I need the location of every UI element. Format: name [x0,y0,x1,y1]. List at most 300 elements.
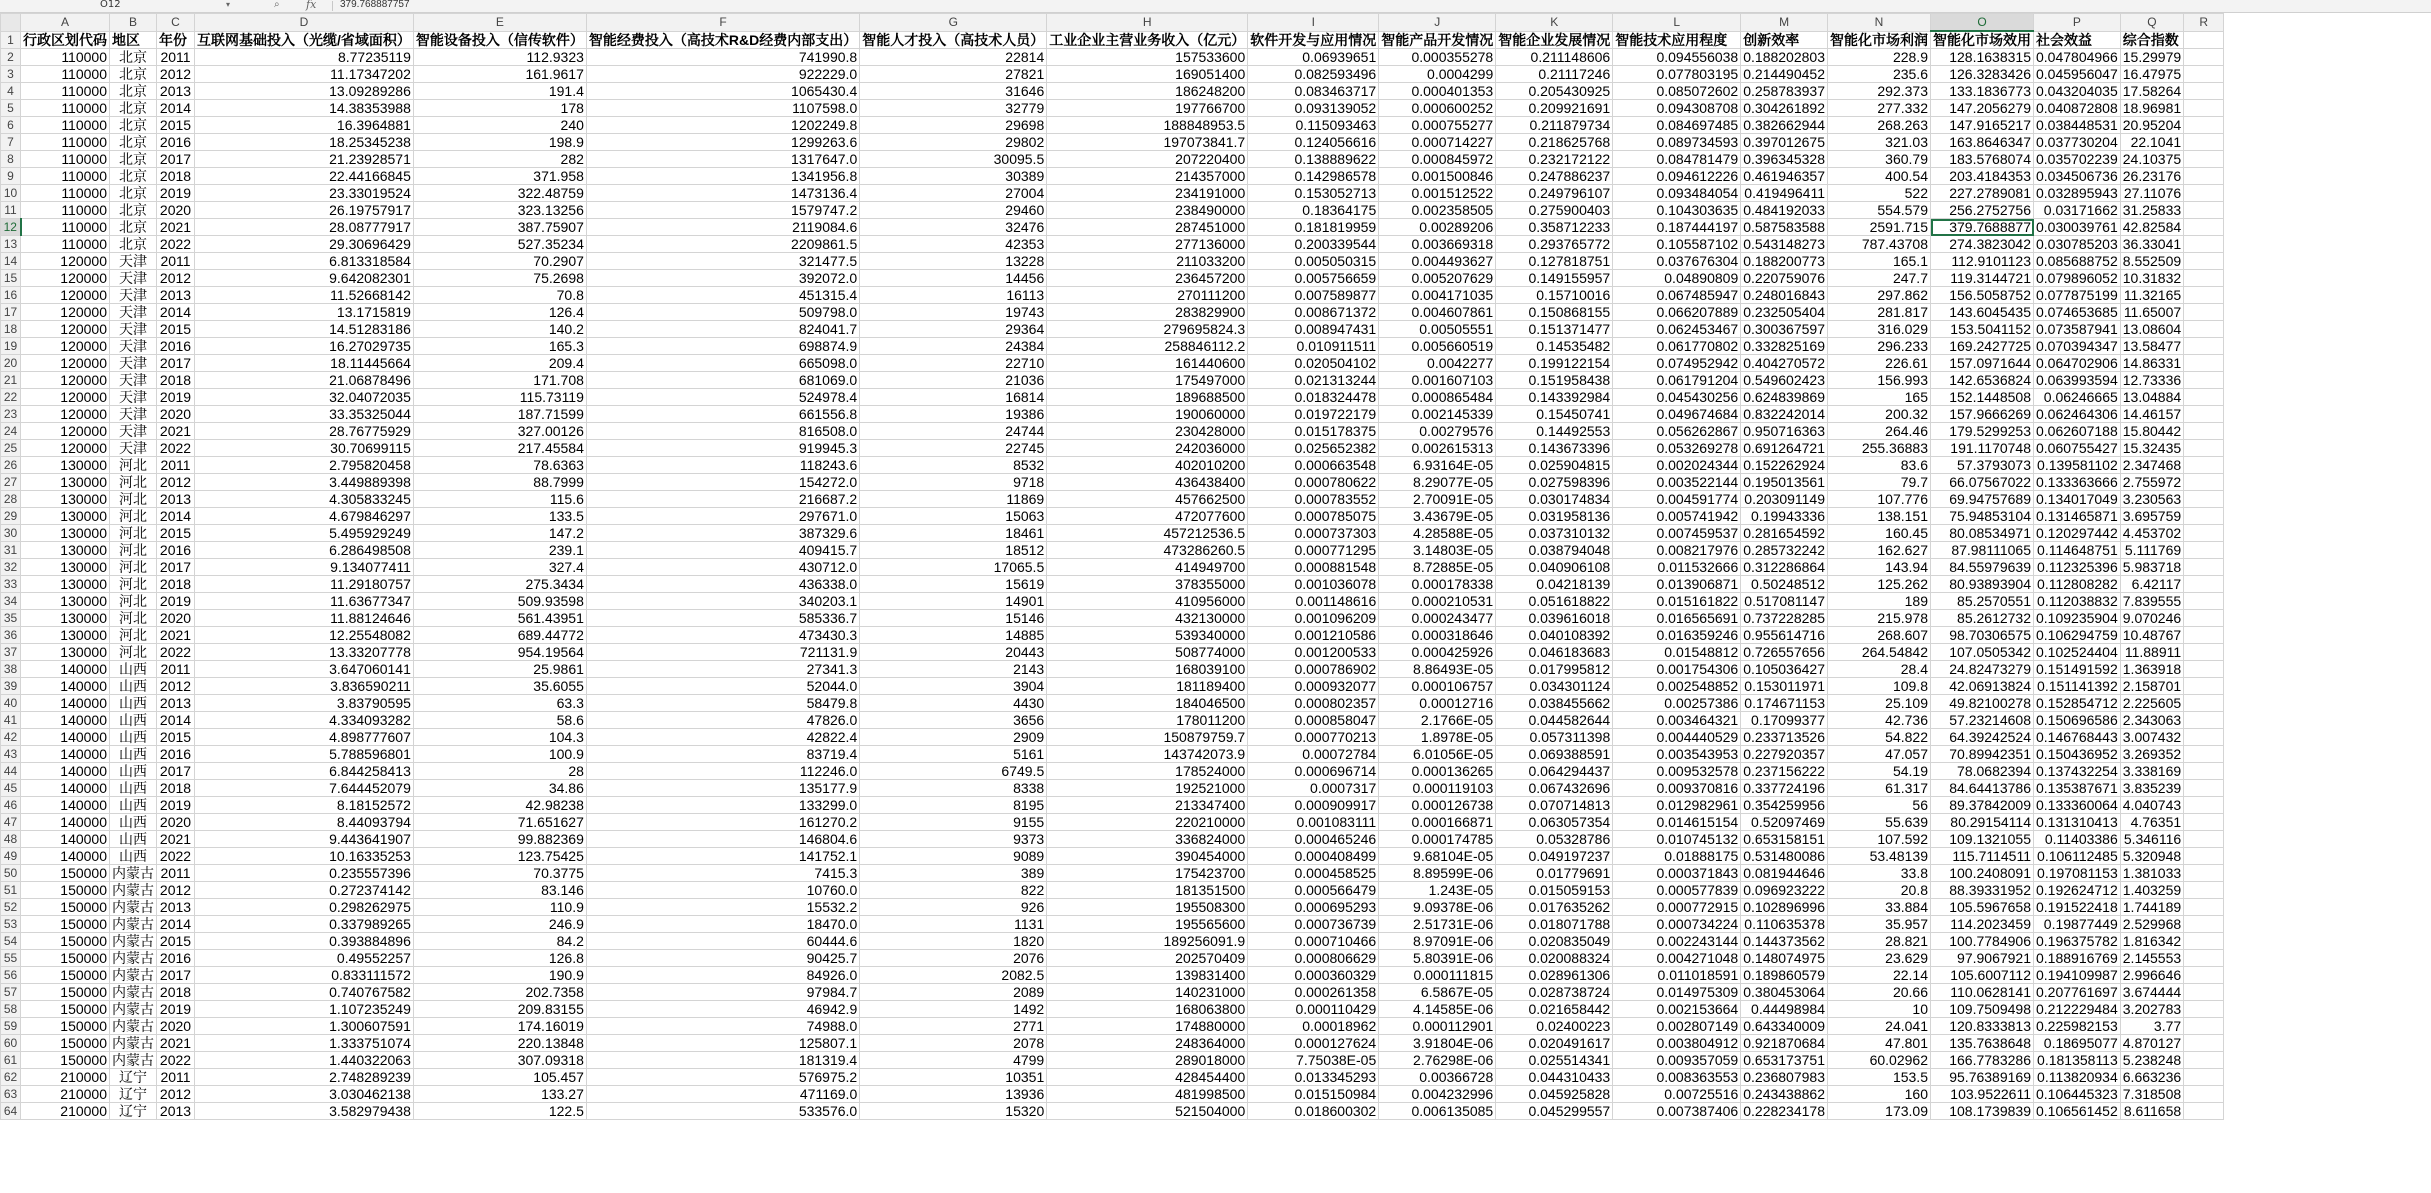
cell[interactable] [2184,542,2224,559]
cell[interactable]: 0.011018591 [1613,967,1741,984]
cell[interactable]: 4.14585E-06 [1379,1001,1496,1018]
cell[interactable]: 414949700 [1047,559,1248,576]
cell[interactable]: 281.817 [1828,304,1931,321]
cell[interactable]: 0.018324478 [1248,389,1379,406]
cell[interactable]: 0.281654592 [1741,525,1828,542]
cell[interactable]: 15532.2 [586,899,859,916]
row-header[interactable]: 49 [1,848,21,865]
cell[interactable]: 0.074952942 [1613,355,1741,372]
cell[interactable]: 0.037310132 [1496,525,1613,542]
cell[interactable]: 0.726557656 [1741,644,1828,661]
cell[interactable]: 2015 [157,729,195,746]
cell[interactable]: 110000 [21,185,110,202]
cell[interactable]: 28.4 [1828,661,1931,678]
cell[interactable]: 22710 [860,355,1047,372]
cell[interactable]: 33.884 [1828,899,1931,916]
cell[interactable]: 1317647.0 [586,151,859,168]
cell[interactable]: 9.070246 [2120,610,2183,627]
cell[interactable]: 2021 [157,219,195,236]
row-header[interactable]: 4 [1,83,21,100]
cell[interactable]: 0.063057354 [1496,814,1613,831]
row-header[interactable]: 61 [1,1052,21,1069]
cell[interactable] [2184,219,2224,236]
cell[interactable]: 0.396345328 [1741,151,1828,168]
cell[interactable]: 0.003543953 [1613,746,1741,763]
cell[interactable]: 922229.0 [586,66,859,83]
cell[interactable]: 174880000 [1047,1018,1248,1035]
cell[interactable]: 10 [1828,1001,1931,1018]
cell[interactable]: 16113 [860,287,1047,304]
cell[interactable]: 9.642082301 [195,270,414,287]
row-header[interactable]: 1 [1,31,21,49]
cell[interactable]: 0.093484054 [1613,185,1741,202]
cell[interactable]: 0.003669318 [1379,236,1496,253]
cell[interactable]: 0.18695077 [2034,1035,2121,1052]
cell[interactable]: 0.587583588 [1741,219,1828,236]
cell[interactable]: 0.272374142 [195,882,414,899]
cell[interactable]: 387329.6 [586,525,859,542]
cell[interactable]: 辽宁 [110,1069,157,1086]
cell[interactable]: 2119084.6 [586,219,859,236]
cell[interactable]: 296.233 [1828,338,1931,355]
cell[interactable]: 3.77 [2120,1018,2183,1035]
cell[interactable]: 70.89942351 [1931,746,2034,763]
cell[interactable]: 0.015161822 [1613,593,1741,610]
cell[interactable]: 114.2023459 [1931,916,2034,933]
cell[interactable]: 0.000127624 [1248,1035,1379,1052]
cell[interactable]: 264.46 [1828,423,1931,440]
cell[interactable]: 0.109235904 [2034,610,2121,627]
cell[interactable]: 2011 [157,661,195,678]
cell[interactable]: 0.070394347 [2034,338,2121,355]
cell[interactable]: 0.06939651 [1248,49,1379,66]
cell[interactable]: 5161 [860,746,1047,763]
cell[interactable]: 9155 [860,814,1047,831]
cell[interactable]: 0.113820934 [2034,1069,2121,1086]
cell[interactable]: 2.145553 [2120,950,2183,967]
header-cell[interactable]: 软件开发与应用情况 [1248,31,1379,49]
cell[interactable]: 20.95204 [2120,117,2183,134]
cell[interactable]: 3.582979438 [195,1103,414,1120]
cell[interactable]: 8.18152572 [195,797,414,814]
cell[interactable]: 0.332825169 [1741,338,1828,355]
cell[interactable]: 0.025514341 [1496,1052,1613,1069]
cell[interactable]: 5.238248 [2120,1052,2183,1069]
cell[interactable]: 0.236807983 [1741,1069,1828,1086]
cell[interactable]: 0.337724196 [1741,780,1828,797]
cell[interactable]: 0.062607188 [2034,423,2121,440]
cell[interactable]: 4.305833245 [195,491,414,508]
cell[interactable]: 24.041 [1828,1018,1931,1035]
cell[interactable]: 0.000178338 [1379,576,1496,593]
column-header-A[interactable]: A [21,14,110,32]
cell[interactable]: 0.005050315 [1248,253,1379,270]
cell[interactable]: 0.19877449 [2034,916,2121,933]
header-cell[interactable]: 智能技术应用程度 [1613,31,1741,49]
column-header-H[interactable]: H [1047,14,1248,32]
cell[interactable]: 146804.6 [586,831,859,848]
cell[interactable]: 2016 [157,542,195,559]
cell[interactable]: 0.000401353 [1379,83,1496,100]
cell[interactable]: 0.069388591 [1496,746,1613,763]
cell[interactable]: 230428000 [1047,423,1248,440]
cell[interactable]: 215.978 [1828,610,1931,627]
cell[interactable]: 0.139581102 [2034,457,2121,474]
row-header[interactable]: 48 [1,831,21,848]
column-header-D[interactable]: D [195,14,414,32]
cell[interactable]: 2012 [157,474,195,491]
cell[interactable]: 509.93598 [413,593,586,610]
cell[interactable]: 0.00366728 [1379,1069,1496,1086]
cell[interactable]: 95.76389169 [1931,1069,2034,1086]
cell[interactable] [2184,253,2224,270]
cell[interactable]: 0.081944646 [1741,865,1828,882]
cell[interactable]: 11.88124646 [195,610,414,627]
cell[interactable]: 120.8333813 [1931,1018,2034,1035]
cell[interactable]: 83719.4 [586,746,859,763]
cell[interactable]: 0.235557396 [195,865,414,882]
row-header[interactable]: 51 [1,882,21,899]
cell[interactable]: 10760.0 [586,882,859,899]
cell[interactable]: 83.146 [413,882,586,899]
header-cell[interactable]: 智能产品开发情况 [1379,31,1496,49]
cell[interactable]: 143742073.9 [1047,746,1248,763]
cell[interactable]: 3.43679E-05 [1379,508,1496,525]
cell[interactable]: 1299263.6 [586,134,859,151]
cell[interactable]: 0.017635262 [1496,899,1613,916]
cell[interactable]: 2020 [157,406,195,423]
cell[interactable]: 80.08534971 [1931,525,2034,542]
cell[interactable]: 0.045925828 [1496,1086,1613,1103]
cell[interactable]: 0.404270572 [1741,355,1828,372]
cell[interactable]: 2022 [157,440,195,457]
cell[interactable]: 0.000106757 [1379,678,1496,695]
cell[interactable]: 24744 [860,423,1047,440]
cell[interactable]: 11.88911 [2120,644,2183,661]
cell[interactable]: 0.000566479 [1248,882,1379,899]
row-header[interactable]: 43 [1,746,21,763]
cell[interactable]: 0.153052713 [1248,185,1379,202]
cell[interactable]: 0.025652382 [1248,440,1379,457]
cell[interactable]: 0.004493627 [1379,253,1496,270]
cell[interactable]: 河北 [110,508,157,525]
cell[interactable]: 1341956.8 [586,168,859,185]
cell[interactable]: 山西 [110,661,157,678]
row-header[interactable]: 9 [1,168,21,185]
cell[interactable]: 179.5299253 [1931,423,2034,440]
cell[interactable]: 1.107235249 [195,1001,414,1018]
cell[interactable]: 0.419496411 [1741,185,1828,202]
cell[interactable]: 140000 [21,780,110,797]
cell[interactable]: 197766700 [1047,100,1248,117]
cell[interactable]: 42.98238 [413,797,586,814]
cell[interactable]: 0.045299557 [1496,1103,1613,1120]
cell[interactable]: 195565600 [1047,916,1248,933]
cell[interactable]: 0.04890809 [1613,270,1741,287]
cell[interactable]: 27.11076 [2120,185,2183,202]
cell[interactable]: 171.708 [413,372,586,389]
row-header[interactable]: 39 [1,678,21,695]
cell[interactable]: 2013 [157,1103,195,1120]
cell[interactable]: 2016 [157,338,195,355]
cell[interactable]: 378355000 [1047,576,1248,593]
cell[interactable]: 0.243438862 [1741,1086,1828,1103]
cell[interactable]: 2012 [157,882,195,899]
cell[interactable]: 15146 [860,610,1047,627]
cell[interactable]: 200.32 [1828,406,1931,423]
cell[interactable]: 0.000136265 [1379,763,1496,780]
cell[interactable]: 0.01888175 [1613,848,1741,865]
cell[interactable] [2184,1035,2224,1052]
cell[interactable]: 0.015150984 [1248,1086,1379,1103]
cell[interactable]: 210000 [21,1086,110,1103]
cell[interactable]: 17065.5 [860,559,1047,576]
cell[interactable]: 0.009532578 [1613,763,1741,780]
cell[interactable]: 北京 [110,100,157,117]
cell[interactable]: 0.181358113 [2034,1052,2121,1069]
cell[interactable]: 0.209921691 [1496,100,1613,117]
cell[interactable]: 31646 [860,83,1047,100]
cell[interactable]: 1.363918 [2120,661,2183,678]
cell[interactable]: 0.237156222 [1741,763,1828,780]
cell[interactable]: 0.000243477 [1379,610,1496,627]
cell[interactable]: 1.300607591 [195,1018,414,1035]
cell[interactable]: 75.94853104 [1931,508,2034,525]
cell[interactable]: 0.000119103 [1379,780,1496,797]
cell[interactable]: 0.133363666 [2034,474,2121,491]
cell[interactable] [2184,559,2224,576]
row-header[interactable]: 19 [1,338,21,355]
cell[interactable] [2184,117,2224,134]
cell[interactable]: 109.8 [1828,678,1931,695]
cell[interactable]: 9.68104E-05 [1379,848,1496,865]
cell[interactable]: 110000 [21,134,110,151]
cell[interactable]: 0.001148616 [1248,593,1379,610]
cell[interactable]: 2015 [157,525,195,542]
header-cell[interactable]: 社会效益 [2034,31,2121,49]
cell[interactable]: 0.011532666 [1613,559,1741,576]
cell[interactable]: 辽宁 [110,1086,157,1103]
cell[interactable]: 0.000858047 [1248,712,1379,729]
cell[interactable]: 21.23928571 [195,151,414,168]
cell[interactable]: 283829900 [1047,304,1248,321]
cell[interactable] [2184,287,2224,304]
cell[interactable]: 20.8 [1828,882,1931,899]
cell[interactable]: 120000 [21,355,110,372]
cell[interactable]: 27004 [860,185,1047,202]
cell[interactable]: 北京 [110,151,157,168]
cell[interactable]: 140231000 [1047,984,1248,1001]
cell[interactable] [2184,678,2224,695]
cell[interactable]: 0.133360064 [2034,797,2121,814]
cell[interactable]: 340203.1 [586,593,859,610]
cell[interactable]: 10.48767 [2120,627,2183,644]
cell[interactable]: 天津 [110,406,157,423]
cell[interactable]: 0.061770802 [1613,338,1741,355]
cell[interactable] [2184,916,2224,933]
cell[interactable]: 0.030039761 [2034,219,2121,236]
cell[interactable]: 0.921870684 [1741,1035,1828,1052]
row-header[interactable]: 25 [1,440,21,457]
cell[interactable]: 57.3793073 [1931,457,2034,474]
cell[interactable]: 8532 [860,457,1047,474]
cell[interactable]: 0.50248512 [1741,576,1828,593]
cell[interactable]: 0.000772915 [1613,899,1741,916]
cell[interactable]: 0.063993594 [2034,372,2121,389]
cell[interactable]: 2591.715 [1828,219,1931,236]
cell[interactable]: 69.94757689 [1931,491,2034,508]
cell[interactable]: 0.028961306 [1496,967,1613,984]
header-cell[interactable]: 行政区划代码 [21,31,110,49]
cell[interactable]: 0.174671153 [1741,695,1828,712]
cell[interactable] [2184,967,2224,984]
column-header-M[interactable]: M [1741,14,1828,32]
cell[interactable]: 15.29979 [2120,49,2183,66]
cell[interactable]: 8.552509 [2120,253,2183,270]
cell[interactable]: 0.000425926 [1379,644,1496,661]
cell[interactable]: 2014 [157,304,195,321]
cell[interactable]: 220.13848 [413,1035,586,1052]
cell[interactable]: 30095.5 [860,151,1047,168]
cell[interactable]: 0.49552257 [195,950,414,967]
cell[interactable]: 0.232172122 [1496,151,1613,168]
cell[interactable]: 2017 [157,763,195,780]
cell[interactable]: 1.403259 [2120,882,2183,899]
row-header[interactable]: 13 [1,236,21,253]
cell[interactable]: 153.5 [1828,1069,1931,1086]
cell[interactable]: 7.75038E-05 [1248,1052,1379,1069]
cell[interactable]: 661556.8 [586,406,859,423]
cell[interactable]: 168063800 [1047,1001,1248,1018]
cell[interactable]: 0.001754306 [1613,661,1741,678]
cell[interactable] [2184,1001,2224,1018]
formula-input[interactable]: 379.768887757 [340,0,410,10]
cell[interactable] [2184,202,2224,219]
cell[interactable] [2184,899,2224,916]
cell[interactable]: 0.188200773 [1741,253,1828,270]
column-header-G[interactable]: G [860,14,1047,32]
cell[interactable]: 3.674444 [2120,984,2183,1001]
cell[interactable]: 28.76775929 [195,423,414,440]
row-header[interactable]: 56 [1,967,21,984]
cell[interactable]: 115.73119 [413,389,586,406]
cell[interactable]: 161270.2 [586,814,859,831]
cell[interactable]: 169051400 [1047,66,1248,83]
cell[interactable]: 0.105036427 [1741,661,1828,678]
cell[interactable] [2184,865,2224,882]
row-header[interactable]: 55 [1,950,21,967]
cell[interactable]: 220210000 [1047,814,1248,831]
cell[interactable]: 0.18364175 [1248,202,1379,219]
cell[interactable]: 6.286498508 [195,542,414,559]
cell[interactable]: 3.836590211 [195,678,414,695]
cell[interactable]: 109.1321055 [1931,831,2034,848]
cell[interactable]: 0.228234178 [1741,1103,1828,1120]
cell[interactable] [2184,270,2224,287]
cell[interactable]: 2019 [157,593,195,610]
cell[interactable]: 0.067485947 [1613,287,1741,304]
cell[interactable]: 147.9165217 [1931,117,2034,134]
cell[interactable]: 天津 [110,270,157,287]
cell[interactable]: 3.647060141 [195,661,414,678]
cell[interactable]: 2013 [157,899,195,916]
cell[interactable]: 70.3775 [413,865,586,882]
cell[interactable]: 126.3283426 [1931,66,2034,83]
cell[interactable]: 140000 [21,678,110,695]
cell[interactable]: 0.006135085 [1379,1103,1496,1120]
cell[interactable]: 山西 [110,848,157,865]
cell[interactable]: 533576.0 [586,1103,859,1120]
cell[interactable]: 河北 [110,644,157,661]
cell[interactable] [2184,780,2224,797]
cell[interactable]: 0.046183683 [1496,644,1613,661]
cell[interactable]: 0.382662944 [1741,117,1828,134]
cell[interactable]: 4.334093282 [195,712,414,729]
cell[interactable]: 110000 [21,100,110,117]
cell[interactable]: 75.2698 [413,270,586,287]
cell[interactable]: 2012 [157,678,195,695]
cell[interactable]: 89.37842009 [1931,797,2034,814]
cell[interactable]: 河北 [110,559,157,576]
cell[interactable]: 北京 [110,134,157,151]
cell[interactable]: 150000 [21,984,110,1001]
cell[interactable]: 24.10375 [2120,151,2183,168]
cell[interactable]: 152.1448508 [1931,389,2034,406]
row-header[interactable]: 35 [1,610,21,627]
cell[interactable]: 天津 [110,440,157,457]
cell[interactable]: 120000 [21,253,110,270]
cell[interactable]: 26.23176 [2120,168,2183,185]
cell[interactable]: 2021 [157,423,195,440]
cell[interactable]: 0.045956047 [2034,66,2121,83]
cell[interactable]: 0.151958438 [1496,372,1613,389]
cell[interactable]: 178 [413,100,586,117]
cell[interactable]: 2011 [157,1069,195,1086]
cell[interactable]: 110.0628141 [1931,984,2034,1001]
cell[interactable]: 698874.9 [586,338,859,355]
cell[interactable]: 509798.0 [586,304,859,321]
cell[interactable]: 0.019722179 [1248,406,1379,423]
cell[interactable]: 0.044310433 [1496,1069,1613,1086]
row-header[interactable]: 3 [1,66,21,83]
cell[interactable]: 0.000806629 [1248,950,1379,967]
cell[interactable]: 214357000 [1047,168,1248,185]
cell[interactable]: 140.2 [413,321,586,338]
cell[interactable]: 22814 [860,49,1047,66]
cell[interactable]: 6.42117 [2120,576,2183,593]
cell[interactable]: 4430 [860,695,1047,712]
row-header[interactable]: 53 [1,916,21,933]
row-header[interactable]: 42 [1,729,21,746]
cell[interactable]: 2018 [157,576,195,593]
cell[interactable]: 130000 [21,491,110,508]
cell[interactable]: 22.44166845 [195,168,414,185]
cell[interactable]: 721131.9 [586,644,859,661]
cell[interactable]: 157.9666269 [1931,406,2034,423]
cell[interactable]: 6.813318584 [195,253,414,270]
cell[interactable]: 163.8646347 [1931,134,2034,151]
header-cell[interactable]: 智能人才投入（高技术人员） [860,31,1047,49]
cell[interactable]: 457212536.5 [1047,525,1248,542]
cell[interactable]: 150000 [21,916,110,933]
cell[interactable]: 0.021313244 [1248,372,1379,389]
cell[interactable]: 28 [413,763,586,780]
cell[interactable]: 内蒙古 [110,882,157,899]
cell[interactable]: 168039100 [1047,661,1248,678]
cell[interactable]: 0.00289206 [1379,219,1496,236]
row-header[interactable]: 63 [1,1086,21,1103]
cell[interactable] [2184,1052,2224,1069]
